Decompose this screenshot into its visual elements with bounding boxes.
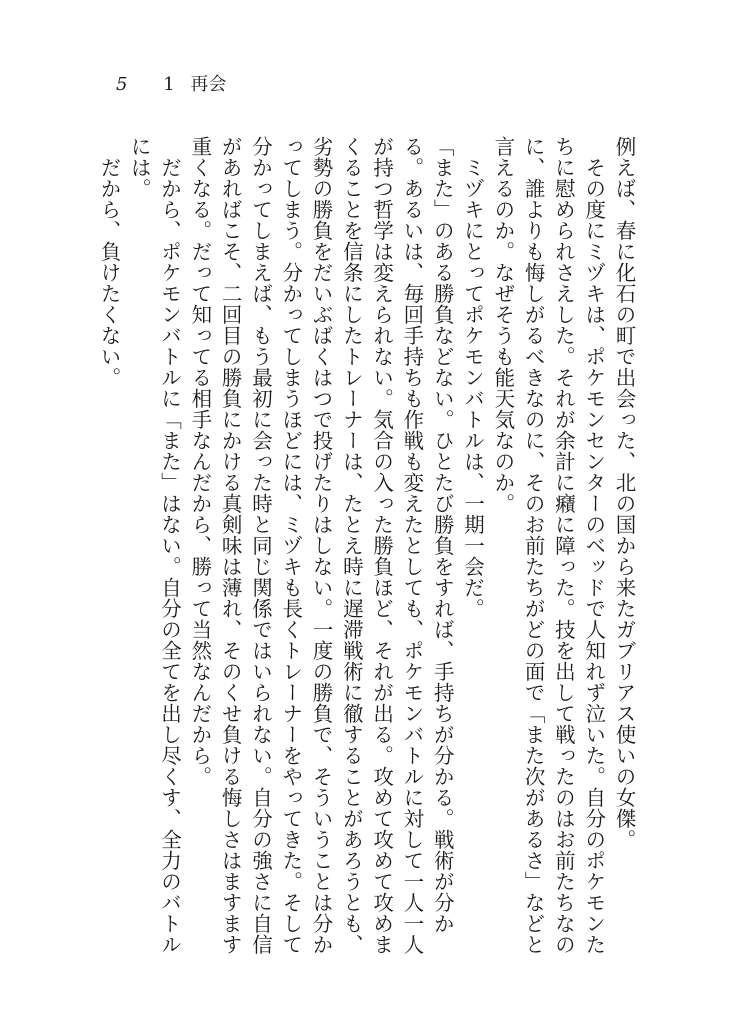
paragraph: 「また」のある勝負などない。ひとたび勝負をすれば、手持ちが分かる。戦術が分かる。あるいは、毎回手持ちも作戦も変えたとしても、ポケモンバトルに対して一人一人が持つ哲学は変えられない。気合の入った勝負ほど、それが出る。攻めて攻めて攻めまくることを信条にしたトレーナーは、たとえ時に遅滞戦術に徹することがあろうとも、劣勢の勝負をだいぶばくはつで投げたりはしない。一度の勝負で、そういうことは分かってしまう。分かってしまうほどには、ミヅキも長くトレーナーをやってきた。そして分かってしまえば、もう最初に会った時と同じ関係ではいられない。自分の強さに自信があればこそ、二回目の勝負にかける真剣味は薄れ、そのくせ負ける悔しさはますます重くなる。だって知ってる相手なんだから、勝って当然なんだから。 bbox=[187, 136, 455, 955]
chapter-title: 再会 bbox=[190, 74, 227, 95]
paragraph: だから、ポケモンバトルに「また」はない。自分の全てを出し尽くす、全力のバトルには。 bbox=[127, 136, 182, 955]
page-number: 5 bbox=[116, 74, 128, 95]
paragraph: その度にミヅキは、ポケモンセンターのベッドで人知れず泣いた。自分のポケモンたちに慰められさえした。それが余計に癪に障った。技を出して戦ったのはお前たちなのに、誰よりも悔しがるべきなのに、そのお前たちがどの面で「また次があるさ」などと言えるのか。なぜそうも能天気なのか。 bbox=[490, 136, 606, 955]
running-header bbox=[116, 74, 226, 96]
paragraph: 例えば、春に化石の町で出会った、北の国から来たガブリアス使いの女傑。 bbox=[612, 136, 636, 850]
paragraph: だから、負けたくない。 bbox=[96, 156, 121, 388]
chapter-number: 1 bbox=[163, 74, 175, 95]
paragraph: ミヅキにとってポケモンバトルは、一期一会だ。 bbox=[460, 156, 485, 619]
body-text bbox=[96, 136, 639, 966]
